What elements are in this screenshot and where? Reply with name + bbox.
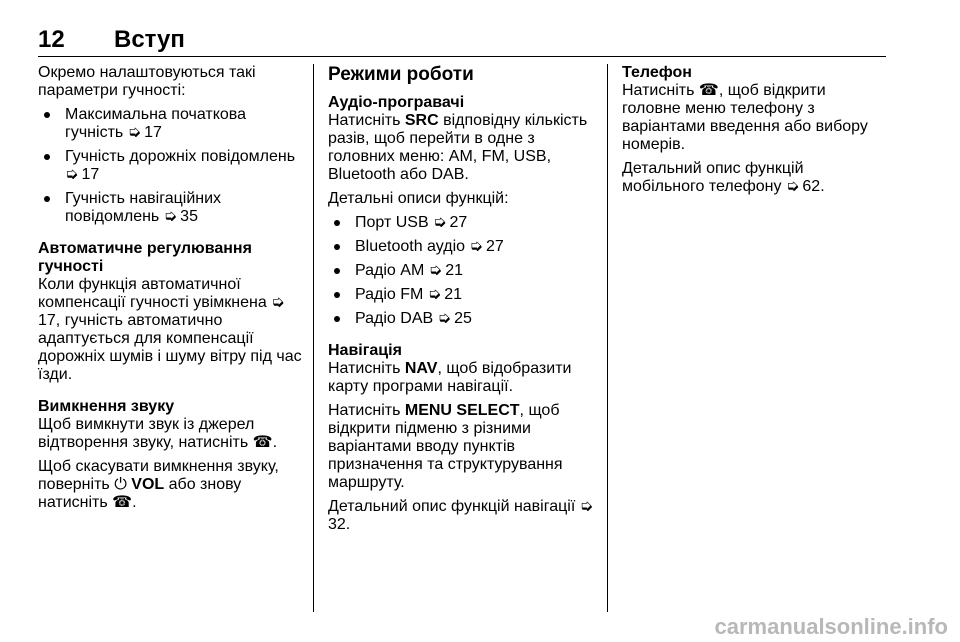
xref-icon: ➭ [785, 178, 800, 195]
details-label: Детальні описи функцій: [328, 190, 509, 207]
navigation-details: Детальний опис функцій навігації ➭ 32. [328, 498, 594, 533]
column-1 [38, 64, 308, 518]
unmute-text: Щоб скасувати вимкнення звуку, поверніть ⏻ VOL або знову натисніть ☎. [38, 458, 279, 511]
watermark: carmanualsonline.info [714, 614, 948, 639]
list-item: Bluetooth аудіо ➭ 27 [328, 238, 600, 256]
phone-icon: ☎ [252, 434, 273, 451]
xref-icon: ➭ [428, 262, 443, 279]
list-item: Радіо FM ➭ 21 [328, 286, 600, 304]
column-divider [607, 64, 608, 612]
column-2 [328, 64, 600, 540]
xref-icon: ➭ [163, 208, 178, 225]
src-button-label: SRC [404, 112, 439, 129]
xref-icon: ➭ [427, 286, 442, 303]
audio-players-text: Натисніть SRC відповідну кількість разів, щоб перейти в одне з головних меню: AM, FM, USB, Bluetooth або DAB. [328, 112, 588, 183]
phone-icon: ☎ [112, 494, 133, 511]
auto-volume-heading: Автоматичне регулювання гучності [38, 240, 252, 275]
list-item: Максимальна початкова гучність ➭ 17 [38, 106, 308, 142]
page-title: Вступ [114, 26, 185, 53]
page-ref-link[interactable]: 27 [449, 214, 468, 231]
phone-heading: Телефон [622, 64, 692, 81]
page-header [38, 28, 886, 52]
xref-icon: ➭ [271, 294, 285, 311]
phone-text: Натисніть ☎, щоб відкрити головне меню телефону з варіантами введення або вибору номерів. [622, 82, 868, 153]
mute-heading: Вимкнення звуку [38, 398, 175, 415]
xref-icon: ➭ [579, 498, 594, 515]
auto-volume-text: Коли функція автоматичної компенсації гучності увімкнена ➭ 17, гучність автоматично адаптується для компенсації дорожніх шумів і шуму вітру під час їзди. [38, 276, 302, 383]
phone-icon: ☎ [698, 82, 719, 99]
page-ref-link[interactable]: 27 [485, 238, 504, 255]
list-item: Гучність дорожніх повідомлень ➭ 17 [38, 148, 308, 184]
intro-text: Окремо налаштовуються такі параметри гучності: [38, 64, 256, 99]
menu-select-button-label: MENU SELECT [404, 402, 520, 419]
page-ref-link[interactable]: 25 [454, 310, 472, 327]
column-3 [622, 64, 888, 202]
vol-knob-label: VOL [131, 476, 165, 493]
page-ref-link[interactable]: 17 [144, 124, 162, 141]
xref-icon: ➭ [469, 238, 483, 255]
column-divider [313, 64, 314, 612]
list-item: Порт USB ➭ 27 [328, 214, 600, 232]
header-rule [38, 56, 886, 57]
power-icon: ⏻ [114, 476, 127, 493]
page-ref-link[interactable]: 35 [180, 208, 198, 225]
page-ref-link[interactable]: 17 [38, 312, 56, 329]
xref-icon: ➭ [433, 214, 447, 231]
source-list [328, 214, 600, 328]
mute-text: Щоб вимкнути звук із джерел відтворення звуку, натисніть ☎. [38, 416, 278, 451]
xref-icon: ➭ [65, 166, 79, 183]
page-ref-link[interactable]: 17 [81, 166, 100, 183]
list-item: Радіо DAB ➭ 25 [328, 310, 600, 328]
list-item: Гучність навігаційних повідомлень ➭ 35 [38, 190, 308, 226]
xref-icon: ➭ [437, 310, 452, 327]
page-ref-link[interactable]: 32. [328, 516, 351, 533]
phone-details: Детальний опис функцій мобільного телефону ➭ 62. [622, 160, 825, 195]
audio-players-heading: Аудіо-програвачі [328, 94, 465, 111]
page-ref-link[interactable]: 21 [444, 286, 463, 303]
menu-select-text: Натисніть MENU SELECT, щоб відкрити підменю з різними варіантами вводу пунктів призначення та структурування маршруту. [328, 402, 563, 491]
page-ref-link[interactable]: 21 [445, 262, 463, 279]
page-ref-link[interactable]: 62. [802, 178, 825, 195]
volume-list [38, 106, 308, 226]
nav-button-label: NAV [404, 360, 438, 377]
list-item: Радіо AM ➭ 21 [328, 262, 600, 280]
page-number: 12 [38, 26, 65, 53]
navigation-text: Натисніть NAV, щоб відобразити карту програми навігації. [328, 360, 572, 395]
navigation-heading: Навігація [328, 342, 402, 359]
modes-heading: Режими роботи [328, 64, 474, 85]
xref-icon: ➭ [127, 124, 142, 141]
